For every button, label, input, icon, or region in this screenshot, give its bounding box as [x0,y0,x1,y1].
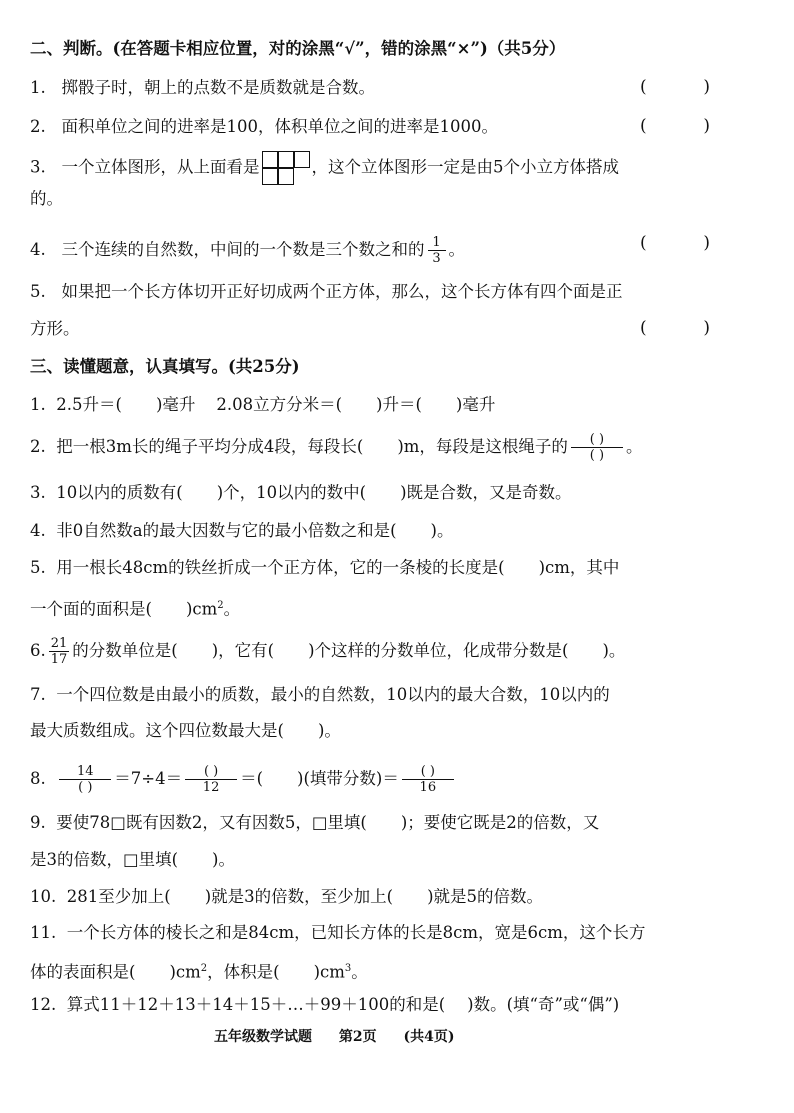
fill-item-5: 5. 用一根长48cm的铁丝折成一个正方体，它的一条棱的长度是( )cm，其中 [30,558,620,577]
footer-total-pages: (共4页) [403,1029,455,1045]
answer-paren-1: ( ) [640,77,710,97]
answer-paren-5: ( ) [640,318,710,338]
fill-item-11: 11. 一个长方体的棱长之和是84cm，已知长方体的长是8cm，宽是6cm，这个长方 [30,923,646,942]
section-3-title: 三、读懂题意，认真填写。(共25分) [30,357,300,376]
page-footer [214,1026,477,1046]
judge-item-5: 5. 如果把一个长方体切开正好切成两个正方体，那么，这个长方体有四个面是正 [30,282,623,301]
fraction-one-third: $\frac{1}{3}$ [428,235,446,266]
fill-item-10: 10. 281至少加上( )就是3的倍数，至少加上( )就是5的倍数。 [30,887,543,906]
fraction-21-17: $\frac{21}{17}$ [50,636,68,667]
fill-item-7-cont: 最大质数组成。这个四位数最大是( )。 [30,721,341,740]
footer-page-number: 第2页 [338,1029,377,1045]
fill-item-2: 2. 把一根3m长的绳子平均分成4段，每段长( )m，每段是这根绳子的 $\frac{( )}{( )}$ 。 [30,432,643,463]
fill-item-4: 4. 非0自然数a的最大因数与它的最小倍数之和是( )。 [30,521,454,540]
fill-item-1: 1. 2.5升＝( )毫升 2.08立方分米＝( )升＝( )毫升 [30,395,496,414]
fill-item-11-cont: 体的表面积是( )$cm^2$，体积是( )$cm^3$。 [30,962,368,982]
judge-item-4: 4. 三个连续的自然数，中间的一个数是三个数之和的 $\frac{1}{3}$ 。 [30,235,465,266]
fill-item-5-cont: 一个面的面积是( )$cm^2$。 [30,599,241,619]
footer-subject: 五年级数学试题 [214,1029,312,1045]
fill-item-6: 6. $\frac{21}{17}$ 的分数单位是( )，它有( )个这样的分数单位，化成带分数是( )。 [30,636,626,667]
fill-item-9-cont: 是3的倍数，□里填( )。 [30,850,235,869]
fill-item-9: 9. 要使78□既有因数2，又有因数5，□里填( )；要使它既是2的倍数，又 [30,813,600,832]
judge-item-2: 2. 面积单位之间的进率是100，体积单位之间的进率是1000。 [30,117,498,136]
judge-item-3-cont: 的。 [30,189,63,208]
fraction-blank-12: $\frac{( )}{12}$ [185,764,237,795]
fraction-blank: $\frac{( )}{( )}$ [571,432,623,463]
fraction-14-blank: $\frac{14}{( )}$ [59,764,111,795]
top-view-grid-icon [262,151,310,185]
answer-paren-4: ( ) [640,233,710,253]
fill-item-3: 3. 10以内的质数有( )个，10以内的数中( )既是合数，又是奇数。 [30,483,572,502]
judge-item-1: 1. 掷骰子时，朝上的点数不是质数就是合数。 [30,78,375,97]
judge-item-3: 3. 一个立体图形，从上面看是 ，这个立体图形一定是由5个小立方体搭成 [30,151,619,185]
fraction-blank-16: $\frac{( )}{16}$ [402,764,454,795]
section-2-title: 二、判断。(在答题卡相应位置，对的涂黑“√”，错的涂黑“×”)（共5分） [30,39,566,58]
answer-paren-2: ( ) [640,116,710,136]
fill-item-7: 7. 一个四位数是由最小的质数，最小的自然数，10以内的最大合数，10以内的 [30,685,610,704]
fill-item-12: 12. 算式11＋12＋13＋14＋15＋…＋99＋100的和是( )数。(填“奇”或“偶”) [30,995,620,1014]
judge-item-5-cont: 方形。 [30,319,80,338]
fill-item-8: 8. $\frac{14}{( )}$ ＝7÷4＝ $\frac{( )}{12}$ ＝( )(填带分数)＝ $\frac{( )}{16}$ [30,764,457,795]
